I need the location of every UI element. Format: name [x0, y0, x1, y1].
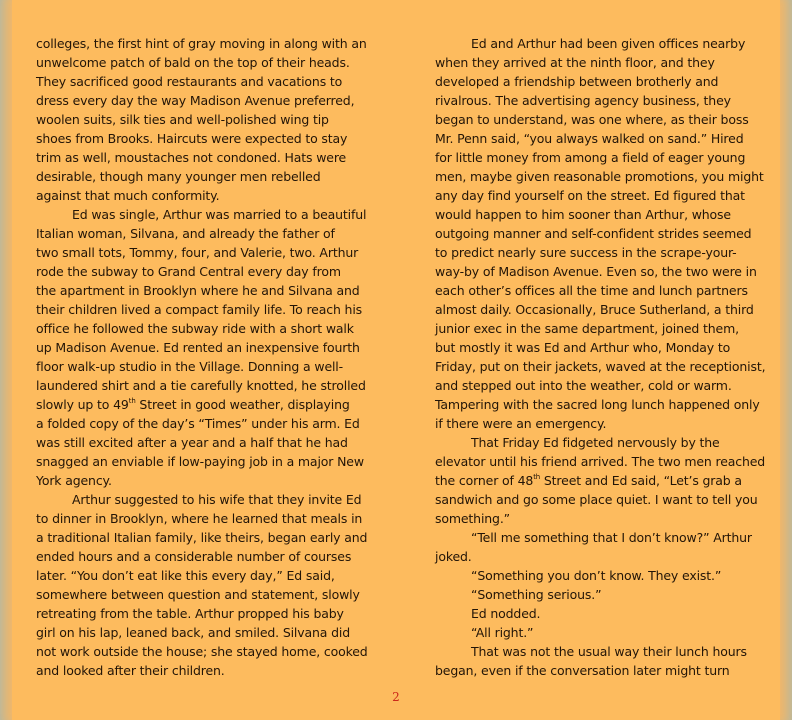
text-line: developed a friendship between brotherly and [435, 74, 719, 89]
text-line: Italian woman, Silvana, and already the father of [36, 226, 335, 241]
text-line: joked. [435, 549, 472, 564]
text-line: to predict nearly sure success in the scrape-your- [435, 245, 737, 260]
text-line: woolen suits, silk ties and well-polished wing tip [36, 112, 329, 127]
text-line: snagged an enviable if low-paying job in a major New [36, 454, 364, 469]
text-line: would happen to him sooner than Arthur, whose [435, 207, 731, 222]
text-line: Friday, put on their jackets, waved at the receptionist, [435, 359, 766, 374]
text-line: “Tell me something that I don’t know?” Arthur [471, 530, 752, 545]
text-line: junior exec in the same department, joined them, [435, 321, 739, 336]
text-line: Mr. Penn said, “you always walked on sand.” Hired [435, 131, 744, 146]
text-line: a folded copy of the day’s “Times” under his arm. Ed [36, 416, 360, 431]
text-line: dress every day the way Madison Avenue preferred, [36, 93, 355, 108]
text-line: trim as well, moustaches not condoned. Hats were [36, 150, 347, 165]
text-line: unwelcome patch of bald on the top of their heads. [36, 55, 350, 70]
text-line: way-by of Madison Avenue. Even so, the two were in [435, 264, 757, 279]
text-line: “Something you don’t know. They exist.” [471, 568, 722, 583]
text-line: men, maybe given reasonable promotions, you might [435, 169, 764, 184]
text-line: the apartment in Brooklyn where he and Silvana and [36, 283, 360, 298]
text-line: for little money from among a field of eager young [435, 150, 746, 165]
text-line: Ed nodded. [471, 606, 541, 621]
text-line: “Something serious.” [471, 587, 602, 602]
text-line: office he followed the subway ride with a short walk [36, 321, 354, 336]
page-number: 2 [392, 690, 400, 704]
text-line: Ed was single, Arthur was married to a beautiful [72, 207, 367, 222]
text-line: outgoing manner and self-confident strides seemed [435, 226, 752, 241]
right-text-column [435, 34, 765, 680]
text-line: colleges, the first hint of gray moving in along with an [36, 36, 367, 51]
text-line: began to understand, was one where, as their boss [435, 112, 749, 127]
text-line: almost daily. Occasionally, Bruce Sutherland, a third [435, 302, 754, 317]
text-line: when they arrived at the ninth floor, and they [435, 55, 715, 70]
text-line: laundered shirt and a tie carefully knotted, he strolled [36, 378, 366, 393]
text-line: slowly up to 49th Street in good weather, displaying [36, 396, 350, 412]
left-text-column [36, 34, 366, 680]
text-line: began, even if the conversation later might turn [435, 663, 730, 678]
text-line: That was not the usual way their lunch hours [471, 644, 747, 659]
text-line: was still excited after a year and a half that he had [36, 435, 348, 450]
text-line: two small tots, Tommy, four, and Valerie, two. Arthur [36, 245, 359, 260]
text-line: Arthur suggested to his wife that they invite Ed [72, 492, 362, 507]
text-line: but mostly it was Ed and Arthur who, Monday to [435, 340, 731, 355]
text-line: something.” [435, 511, 510, 526]
text-line: retreating from the table. Arthur propped his baby [36, 606, 344, 621]
text-line: rode the subway to Grand Central every day from [36, 264, 341, 279]
text-line: if there were an emergency. [435, 416, 607, 431]
text-line: York agency. [36, 473, 112, 488]
text-line: each other’s offices all the time and lunch partners [435, 283, 748, 298]
text-line: a traditional Italian family, like theirs, began early and [36, 530, 368, 545]
book-page [12, 0, 780, 720]
text-line: later. “You don’t eat like this every day,” Ed said, [36, 568, 335, 583]
text-line: sandwich and go some place quiet. I want to tell you [435, 492, 758, 507]
text-line: up Madison Avenue. Ed rented an inexpensive fourth [36, 340, 360, 355]
text-line: floor walk-up studio in the Village. Donning a well- [36, 359, 343, 374]
text-line: shoes from Brooks. Haircuts were expected to stay [36, 131, 348, 146]
text-line: That Friday Ed fidgeted nervously by the [471, 435, 720, 450]
text-line: somewhere between question and statement, slowly [36, 587, 360, 602]
text-line: elevator until his friend arrived. The two men reached [435, 454, 766, 469]
text-line: and looked after their children. [36, 663, 225, 678]
text-line: to dinner in Brooklyn, where he learned that meals in [36, 511, 363, 526]
text-line: against that much conformity. [36, 188, 220, 203]
text-line: They sacrificed good restaurants and vacations to [36, 74, 343, 89]
text-line: “All right.” [471, 625, 534, 640]
text-line: desirable, though many younger men rebelled [36, 169, 321, 184]
text-line: rivalrous. The advertising agency business, they [435, 93, 731, 108]
text-line: and stepped out into the weather, cold or warm. [435, 378, 732, 393]
text-line: any day find yourself on the street. Ed figured that [435, 188, 745, 203]
text-line: not work outside the house; she stayed home, cooked [36, 644, 368, 659]
text-line: Tampering with the sacred long lunch happened only [435, 397, 760, 412]
text-line: girl on his lap, leaned back, and smiled. Silvana did [36, 625, 351, 640]
text-line: their children lived a compact family life. To reach his [36, 302, 362, 317]
text-line: ended hours and a considerable number of courses [36, 549, 352, 564]
text-line: the corner of 48th Street and Ed said, “Let’s grab a [435, 472, 742, 488]
text-line: Ed and Arthur had been given offices nearby [471, 36, 746, 51]
